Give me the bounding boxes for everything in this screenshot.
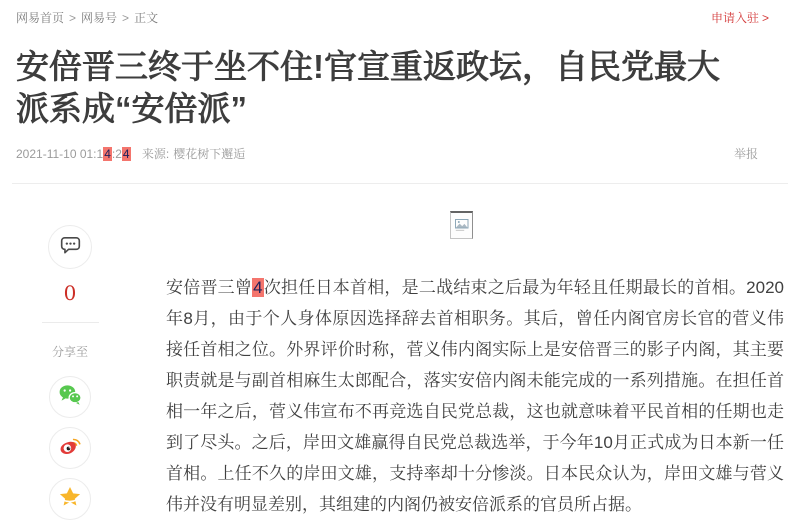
source-label: 来源: [141,147,170,161]
apply-join-link[interactable] [711,9,769,26]
breadcrumb-separator: > [69,11,77,25]
apply-join-label: 申请入驻 [710,11,759,25]
paragraph-text: 次担任日本首相，是二战结束之后最为年轻且任期最长的首相。2020年8月，由于个人身体原因选择辞去首相职务。其后，曾任内阁官房长官的菅义伟接任首相之位。外界评价时称，菅义伟内阁实际上是安倍晋三的影子内阁，其主要职责就是与副首相麻生太郎配合，落实安倍内阁未能完成的一系列措施。在担任首相一年之后，菅义伟宣布不再竞选自民党总裁，这也就意味着平民首相的任期也走到了尽头。之后，岸田文雄赢得自民党总裁选举，于今年10月正式成为日本新一任首相。上任不久的岸田文雄，支持率却十分惨淡。日本民众认为，岸田文雄与菅义伟并没有明显差别，其组建的内阁仍被安倍派系的官员所占据。 [166,278,784,514]
share-to-label: 分享至 [51,345,88,359]
weibo-icon [57,433,83,464]
paragraph-text: 安倍晋三曾 [166,278,253,297]
article-paragraph [166,272,784,520]
left-action-rail [0,0,140,532]
find-highlight: 4 [104,147,111,161]
comment-bubble-icon [59,234,82,261]
share-wechat-button[interactable] [49,376,91,418]
find-highlight: 4 [253,278,263,297]
share-qzone-button[interactable] [49,478,91,520]
comment-button[interactable] [48,225,92,269]
broken-image-icon [450,211,473,239]
wechat-icon [57,382,83,413]
qzone-icon [57,484,83,515]
breadcrumb-home[interactable]: 网易首页 [16,11,65,25]
publish-time-text: :2 [111,147,122,161]
rail-divider [42,322,99,323]
share-weibo-button[interactable] [49,427,91,469]
breadcrumb-separator: > [122,11,130,25]
find-highlight: 4 [122,147,130,161]
chevron-right-icon: > [761,11,769,25]
article-source [142,147,245,161]
publish-time-text: 2021-11-10 01:1 [16,147,104,161]
report-link[interactable]: 举报 [733,147,758,161]
comment-count[interactable]: 0 [63,281,77,305]
breadcrumb-current: 正文 [134,11,159,25]
breadcrumb-channel[interactable]: 网易号 [81,11,118,25]
source-link[interactable]: 樱花树下邂逅 [173,147,246,161]
article-title: 安倍晋三终于坐不住!官宣重返政坛，自民党最大派系成“安倍派” [16,48,720,127]
